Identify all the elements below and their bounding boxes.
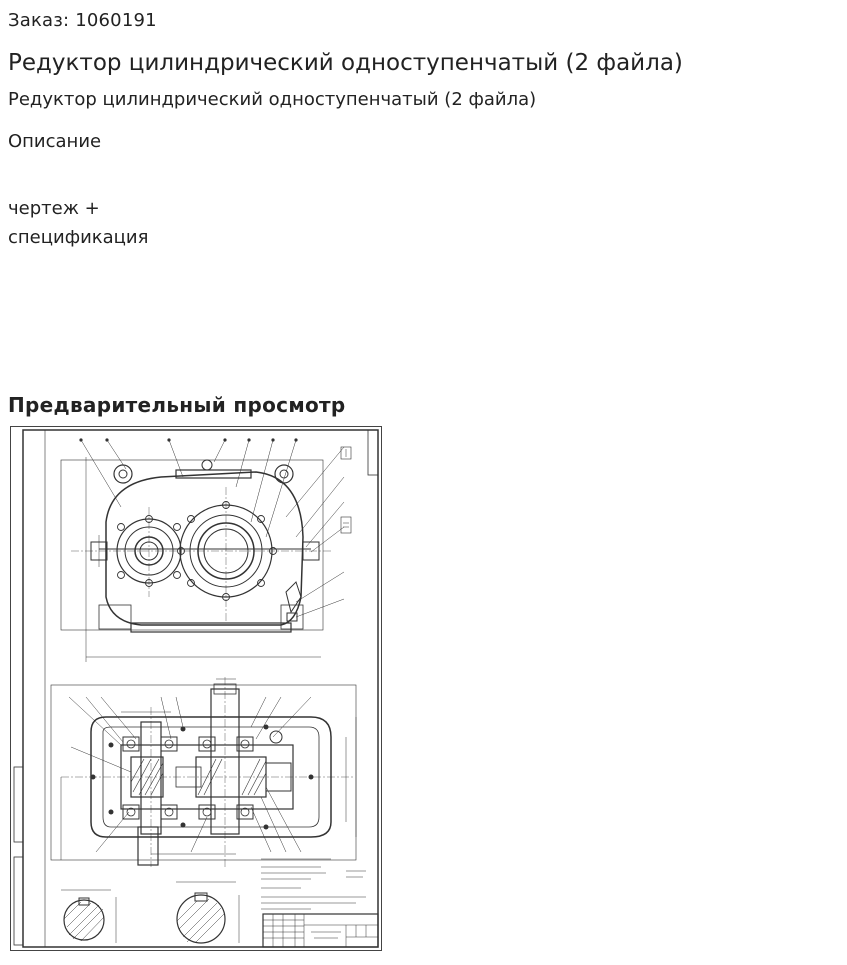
order-number: Заказ: 1060191 [8,10,157,31]
description-heading: Описание [8,131,102,152]
preview-heading: Предварительный просмотр [8,393,346,417]
gearbox-drawing [11,427,381,950]
description-body: чертеж + спецификация [8,198,149,248]
page-title: Редуктор цилиндрический одноступенчатый (2 файла) [8,50,683,76]
page-subtitle: Редуктор цилиндрический одноступенчатый (2 файла) [8,89,537,110]
preview-image[interactable] [10,426,382,951]
